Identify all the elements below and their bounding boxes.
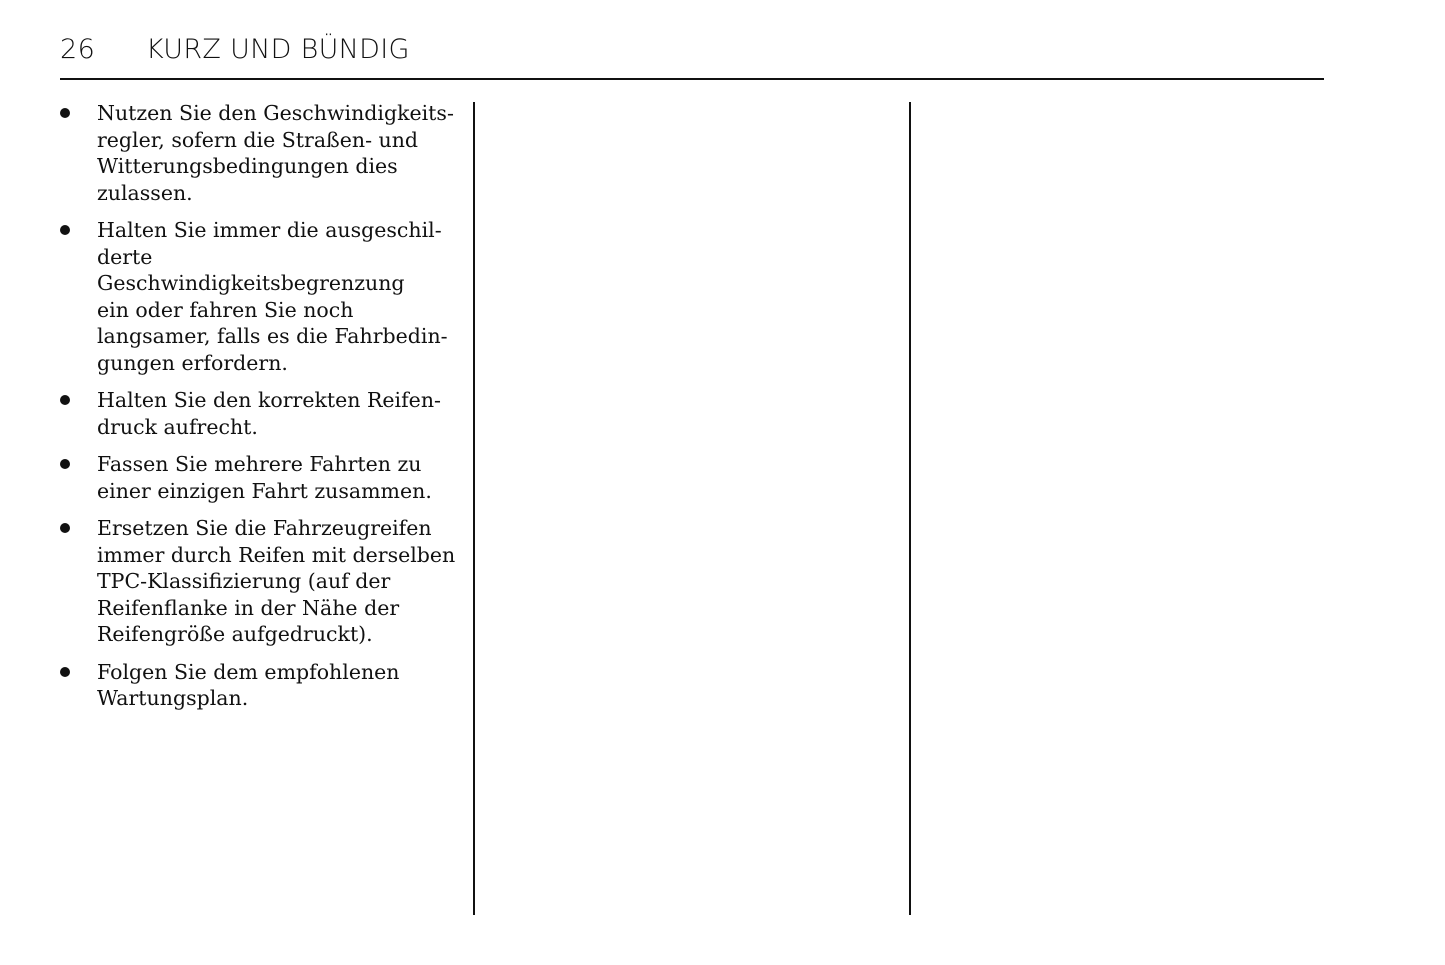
list-item-text: Folgen Sie dem empfohlenen Wartungsplan. (97, 659, 400, 710)
list-item (60, 100, 460, 206)
list-item-text: Ersetzen Sie die Fahrzeugreifen immer durch Reifen mit derselben TPC-Klassifizierung (auf der Reifenflanke in der Nähe der Reifengröße aufgedruckt). (97, 516, 456, 646)
column-divider-left (473, 102, 475, 915)
section-title: KURZ UND BÜNDIG (146, 34, 410, 65)
bullet-icon (60, 108, 70, 118)
bullet-icon (60, 395, 70, 405)
list-item-text: Nutzen Sie den Geschwindigkeits- regler, sofern die Straßen- und Witterungsbedingungen dies zulassen. (97, 101, 454, 205)
list-item (60, 659, 460, 712)
list-item-text: Halten Sie den korrekten Reifen- druck aufrecht. (97, 388, 441, 439)
column-divider-right (909, 102, 911, 915)
fuel-saving-tips-list (60, 100, 460, 712)
list-item (60, 515, 460, 648)
list-item (60, 387, 460, 440)
list-item (60, 451, 460, 504)
list-item-text: Halten Sie immer die ausgeschil- derte Geschwindigkeitsbegrenzung ein oder fahren Sie noch langsamer, falls es die Fahrbedin- gungen erfordern. (97, 218, 448, 375)
bullet-icon (60, 667, 70, 677)
list-item (60, 217, 460, 376)
list-item-text: Fassen Sie mehrere Fahrten zu einer einzigen Fahrt zusammen. (97, 452, 432, 503)
bullet-icon (60, 225, 70, 235)
bullet-icon (60, 523, 70, 533)
page-header (60, 30, 1324, 80)
page-number: 26 (60, 34, 96, 65)
text-column-1 (60, 100, 460, 723)
bullet-icon (60, 459, 70, 469)
